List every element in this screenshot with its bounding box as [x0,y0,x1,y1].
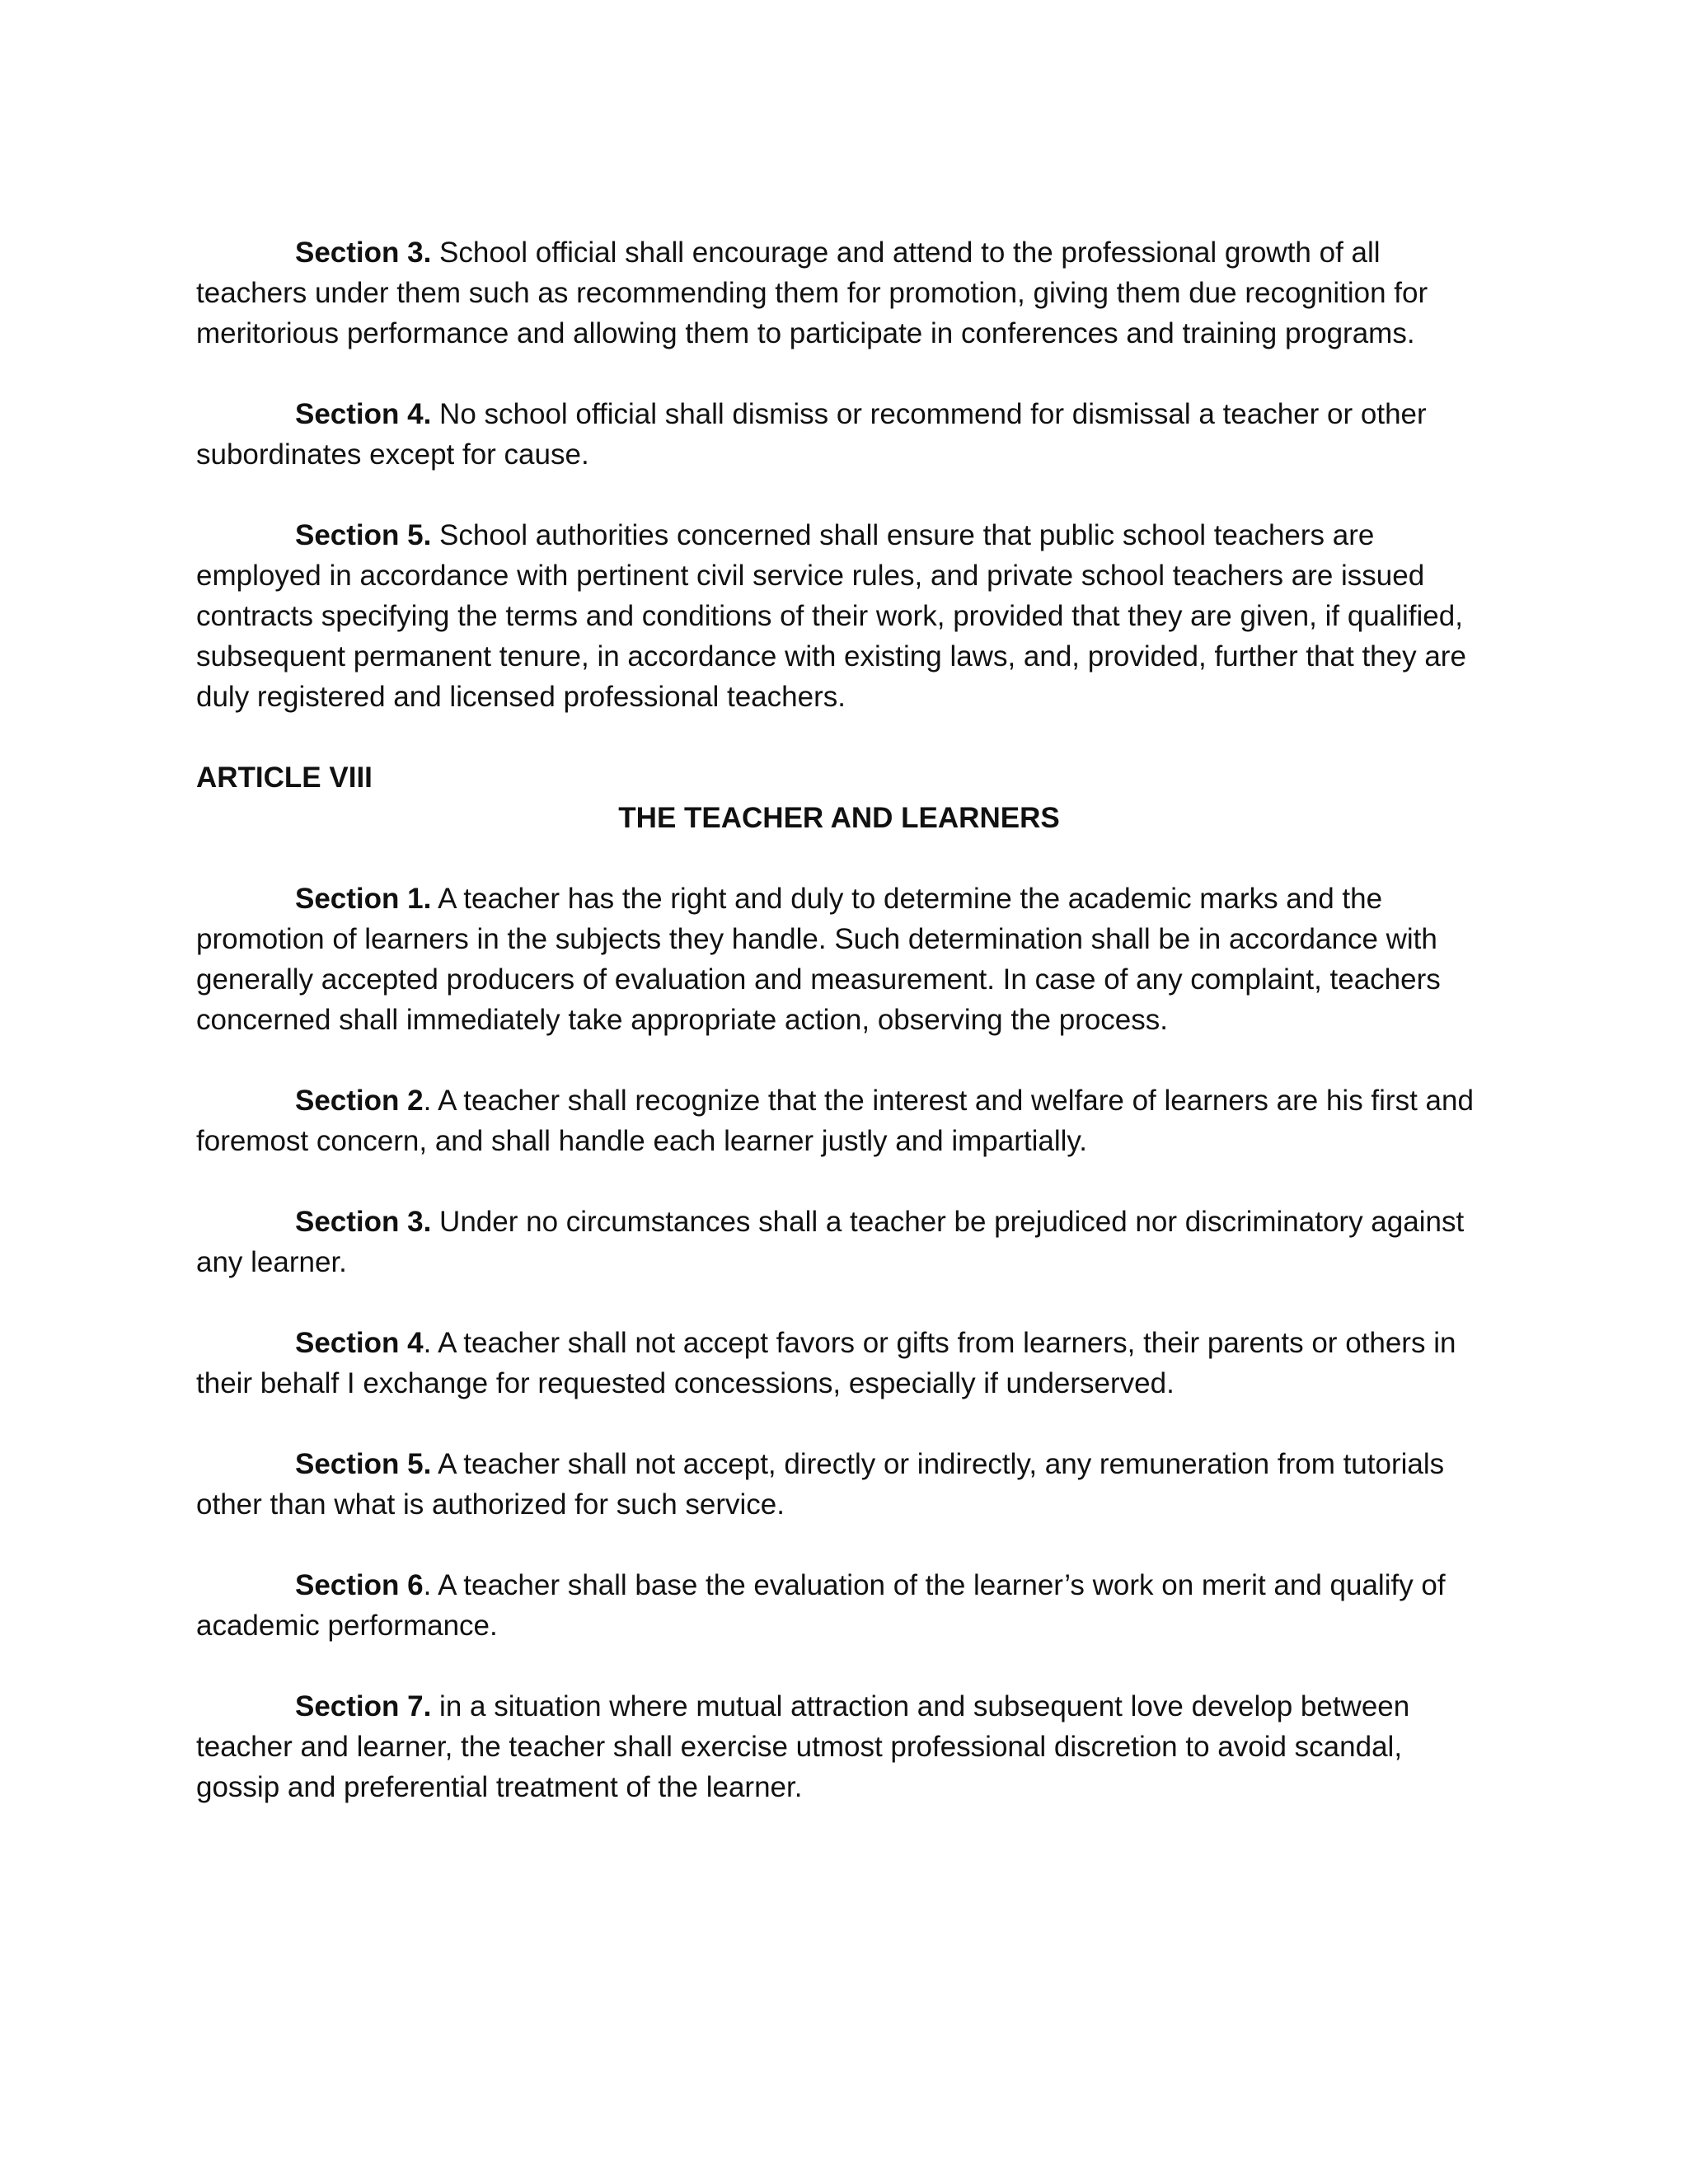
section-label: Section 3. [295,1206,432,1238]
section-paragraph [196,1444,1482,1525]
section-paragraph [196,394,1482,475]
section-text: . A teacher shall recognize that the interest and welfare of learners are his first and foremost concern, and shall handle each learner justly and impartially. [196,1085,1474,1157]
section-label: Section 1. [295,883,432,915]
section-label: Section 4 [295,1327,424,1359]
section-paragraph [196,232,1482,354]
section-label: Section 2 [295,1085,424,1117]
section-paragraph [196,1686,1482,1807]
section-paragraph [196,1565,1482,1646]
document-page [196,232,1482,1848]
section-label: Section 7. [295,1690,432,1722]
section-label: Section 3. [295,237,432,269]
article-label: ARTICLE VIII [196,762,373,794]
section-text: . A teacher shall not accept favors or gifts from learners, their parents or others in their behalf I exchange for requested concessions, especially if underserved. [196,1327,1456,1399]
section-paragraph [196,1202,1482,1282]
section-paragraph [196,515,1482,717]
section-label: Section 5. [295,519,432,551]
section-text: Under no circumstances shall a teacher be prejudiced nor discriminatory against any learner. [196,1206,1465,1278]
section-paragraph [196,1080,1482,1161]
section-text: in a situation where mutual attraction and subsequent love develop between teacher and learner, the teacher shall exercise utmost professional discretion to avoid scandal, gossip and preferential treatment of the learner. [196,1690,1410,1803]
section-paragraph [196,1323,1482,1404]
section-text: A teacher has the right and duly to determine the academic marks and the promotion of learners in the subjects they handle. Such determination shall be in accordance with generally accepted producers of evaluation and measurement. In case of any complaint, teachers concerned shall immediately take appropriate action, observing the process. [196,883,1441,1036]
section-label: Section 5. [295,1448,432,1480]
section-label: Section 6 [295,1569,424,1601]
article-title: THE TEACHER AND LEARNERS [618,802,1060,834]
section-text: . A teacher shall base the evaluation of the learner’s work on merit and qualify of academic performance. [196,1569,1446,1642]
section-text: School authorities concerned shall ensure that public school teachers are employed in accordance with pertinent civil service rules, and private school teachers are issued contracts specifying the terms and conditions of their work, provided that they are given, if qualified, subsequent permanent tenure, in accordance with existing laws, and, provided, further that they are duly registered and licensed professional teachers. [196,519,1466,713]
section-text: School official shall encourage and attend to the professional growth of all teachers under them such as recommending them for promotion, giving them due recognition for meritorious performance and allowing them to participate in conferences and training programs. [196,237,1428,349]
section-paragraph [196,879,1482,1040]
section-label: Section 4. [295,398,432,430]
section-text: A teacher shall not accept, directly or indirectly, any remuneration from tutorials other than what is authorized for such service. [196,1448,1445,1521]
section-text: No school official shall dismiss or recommend for dismissal a teacher or other subordinates except for cause. [196,398,1427,471]
